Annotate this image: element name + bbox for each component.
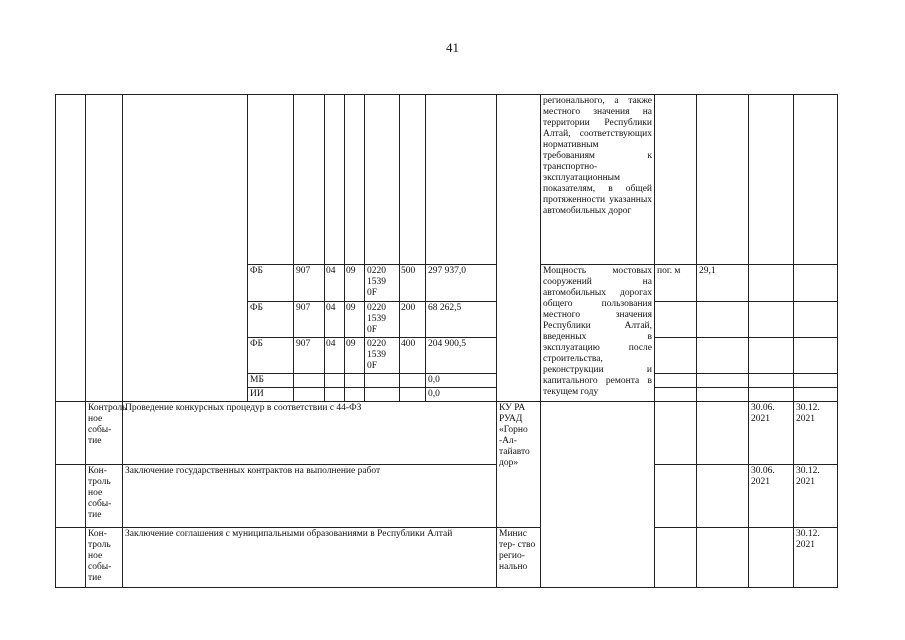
funding-amount: 204 900,5 — [426, 338, 497, 374]
cell — [697, 95, 749, 265]
funding-csr: 0220 1539 0F — [365, 302, 400, 338]
cell — [697, 338, 749, 374]
program-table — [55, 94, 838, 588]
cell — [749, 388, 794, 402]
cell — [345, 95, 365, 265]
cell — [541, 402, 655, 588]
table-row — [56, 95, 838, 265]
funding-pr: 09 — [345, 265, 365, 302]
cell-num — [56, 95, 86, 402]
event-start-date: 30.06. 2021 — [749, 402, 794, 465]
funding-amount: 0,0 — [426, 374, 497, 388]
event-description: Заключение государственных контрактов на выполнение работ — [123, 465, 497, 528]
indicator-value: 29,1 — [697, 265, 749, 302]
funding-amount: 297 937,0 — [426, 265, 497, 302]
event-row — [56, 402, 838, 465]
cell — [248, 95, 294, 265]
funding-csr — [365, 374, 400, 388]
cell — [697, 402, 749, 465]
event-start-date — [749, 528, 794, 588]
funding-pr — [345, 388, 365, 402]
page-number: 41 — [446, 40, 459, 55]
event-num — [56, 528, 86, 588]
cell — [749, 374, 794, 388]
funding-vr: 400 — [400, 338, 426, 374]
cell-name — [123, 95, 248, 402]
cell — [655, 95, 697, 265]
funding-rz: 04 — [325, 338, 345, 374]
event-num — [56, 402, 86, 465]
cell — [400, 95, 426, 265]
funding-rz: 04 — [325, 302, 345, 338]
cell-executor — [497, 95, 541, 402]
event-end-date: 30.12. 2021 — [794, 465, 838, 528]
funding-rz: 04 — [325, 265, 345, 302]
funding-grbs — [294, 388, 325, 402]
cell — [655, 402, 697, 465]
event-end-date: 30.12. 2021 — [794, 528, 838, 588]
cell — [697, 388, 749, 402]
cell — [697, 302, 749, 338]
cell — [794, 388, 838, 402]
event-description: Заключение соглашения с муниципальными образованиями в Республики Алтай — [123, 528, 497, 588]
cell — [655, 374, 697, 388]
cell — [365, 95, 400, 265]
funding-vr: 200 — [400, 302, 426, 338]
event-type: Кон- троль ное собы- тие — [86, 528, 123, 588]
funding-vr — [400, 388, 426, 402]
event-executor: КУ РА РУАД «Горно -Ал- тайавто дор» — [497, 402, 541, 528]
event-end-date: 30.12. 2021 — [794, 402, 838, 465]
funding-source: ИИ — [248, 388, 294, 402]
cell-type — [86, 95, 123, 402]
indicator-top: регионального, а также местного значения на территории Республики Алтай, соответствующих нормативным требованиям к транспортно-эксплуатационным показателям, в общей протяженности указанных автомобильных дорог — [541, 95, 655, 265]
funding-grbs: 907 — [294, 338, 325, 374]
funding-vr: 500 — [400, 265, 426, 302]
cell — [655, 388, 697, 402]
cell — [655, 528, 697, 588]
event-description: Проведение конкурсных процедур в соответствии с 44-ФЗ — [123, 402, 497, 465]
event-type: Контроль ное собы- тие — [86, 402, 123, 465]
cell — [794, 374, 838, 388]
cell — [794, 95, 838, 265]
cell — [325, 95, 345, 265]
funding-source: ФБ — [248, 265, 294, 302]
cell — [697, 528, 749, 588]
cell — [426, 95, 497, 265]
indicator-bridges: Мощность мостовых сооружений на автомобильных дорогах общего пользования местного значения Республики Алтай, введенных в эксплуатацию после строительства, реконструкции и капитального ремонта в текущем году — [541, 265, 655, 402]
funding-csr — [365, 388, 400, 402]
funding-grbs: 907 — [294, 302, 325, 338]
funding-amount: 0,0 — [426, 388, 497, 402]
funding-rz — [325, 388, 345, 402]
cell — [794, 338, 838, 374]
cell — [749, 338, 794, 374]
cell — [794, 302, 838, 338]
event-start-date: 30.06. 2021 — [749, 465, 794, 528]
funding-grbs: 907 — [294, 265, 325, 302]
funding-pr: 09 — [345, 338, 365, 374]
cell — [294, 95, 325, 265]
funding-vr — [400, 374, 426, 388]
funding-grbs — [294, 374, 325, 388]
funding-pr — [345, 374, 365, 388]
funding-csr: 0220 1539 0F — [365, 338, 400, 374]
funding-amount: 68 262,5 — [426, 302, 497, 338]
funding-pr: 09 — [345, 302, 365, 338]
cell — [794, 265, 838, 302]
cell — [655, 302, 697, 338]
cell — [749, 302, 794, 338]
cell — [655, 465, 697, 528]
funding-source: МБ — [248, 374, 294, 388]
event-row — [56, 465, 838, 528]
cell — [749, 265, 794, 302]
event-row — [56, 528, 838, 588]
funding-source: ФБ — [248, 302, 294, 338]
funding-csr: 0220 1539 0F — [365, 265, 400, 302]
funding-source: ФБ — [248, 338, 294, 374]
funding-rz — [325, 374, 345, 388]
event-executor: Минис тер- ство регио- нально — [497, 528, 541, 588]
cell — [697, 374, 749, 388]
cell — [697, 465, 749, 528]
cell — [655, 338, 697, 374]
cell — [749, 95, 794, 265]
indicator-unit: пог. м — [655, 265, 697, 302]
event-type: Кон- троль ное собы- тие — [86, 465, 123, 528]
event-num — [56, 465, 86, 528]
